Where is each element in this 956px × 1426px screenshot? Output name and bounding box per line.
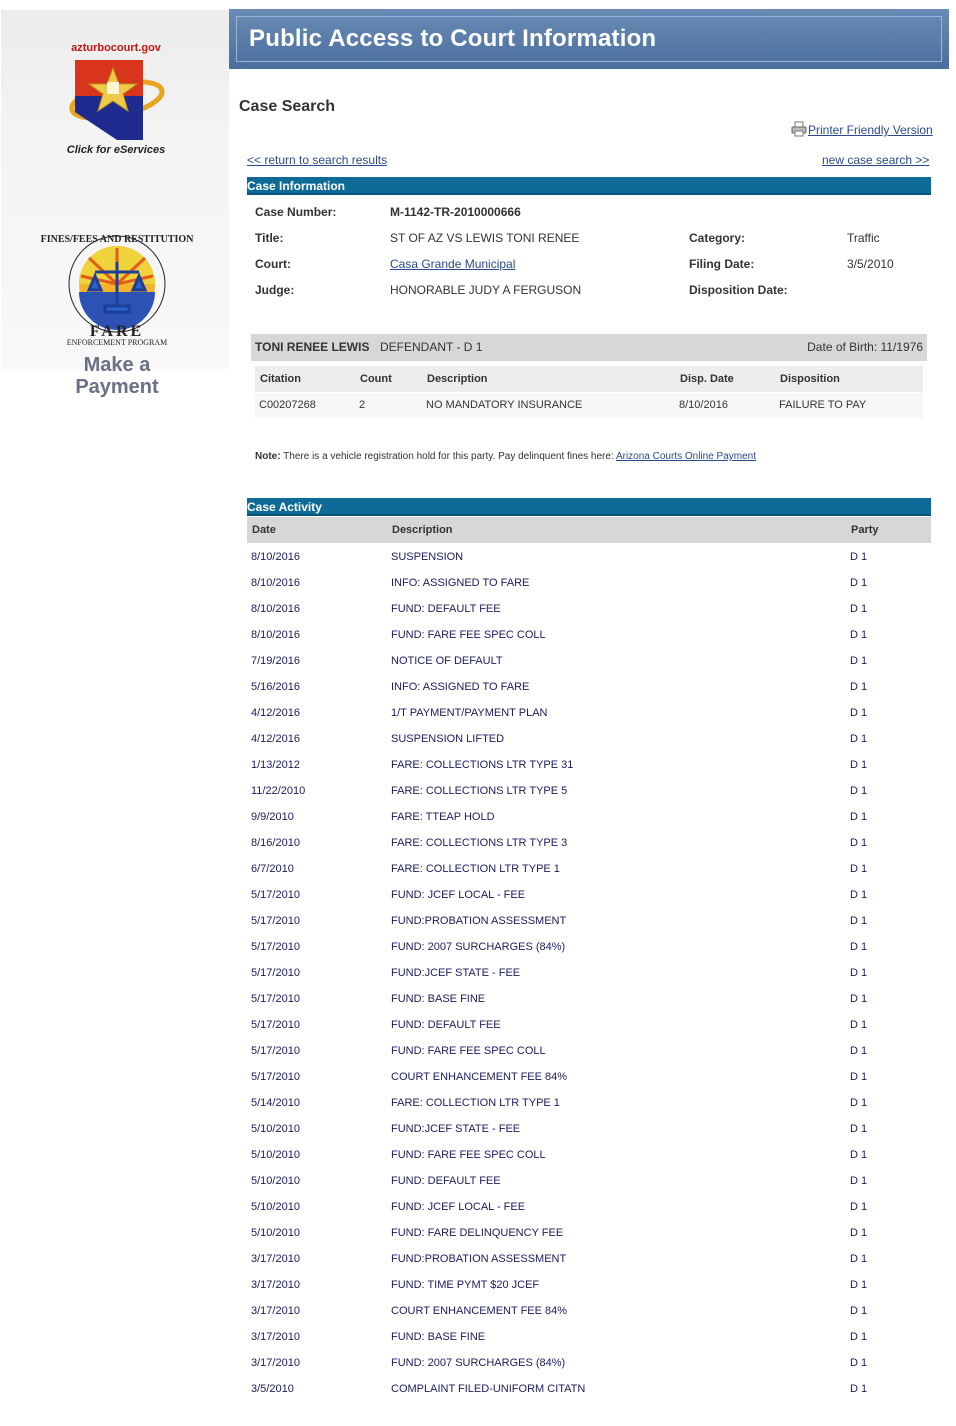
page-title: Case Search (239, 98, 336, 115)
judge-value: HONORABLE JUDY A FERGUSON (390, 283, 582, 297)
case-number-value: M-1142-TR-2010000666 (390, 205, 521, 219)
activity-row (247, 934, 931, 960)
col-count: Count (360, 373, 392, 385)
fare-logo[interactable] (40, 232, 194, 352)
activity-row (247, 856, 931, 882)
activity-date: 5/17/2010 (251, 1071, 300, 1083)
activity-row (247, 778, 931, 804)
activity-date: 5/16/2016 (251, 681, 300, 693)
activity-party: D 1 (850, 681, 868, 693)
activity-party: D 1 (850, 1071, 868, 1083)
category-label: Category: (689, 231, 746, 245)
scales-of-justice-icon (40, 232, 194, 340)
activity-date: 8/16/2010 (251, 837, 300, 849)
col-disposition: Disposition (780, 373, 840, 385)
make-payment-line2: Payment (75, 376, 159, 398)
party-header (251, 334, 927, 361)
activity-date: 5/17/2010 (251, 915, 300, 927)
activity-date: 9/9/2010 (251, 811, 294, 823)
activity-description: FUND:PROBATION ASSESSMENT (391, 915, 567, 927)
activity-description: FUND: FARE FEE SPEC COLL (391, 1149, 546, 1161)
activity-party: D 1 (850, 1123, 868, 1135)
activity-description: SUSPENSION LIFTED (391, 733, 505, 745)
printer-icon[interactable] (791, 121, 807, 137)
activity-row (247, 726, 931, 752)
activity-description: FARE: COLLECTIONS LTR TYPE 3 (391, 837, 568, 849)
filing-date-label: Filing Date: (689, 257, 755, 271)
activity-party: D 1 (850, 707, 868, 719)
site-name: azturbocourt.gov (71, 42, 161, 54)
activity-party: D 1 (850, 967, 868, 979)
make-payment-line1: Make a (83, 354, 151, 376)
activity-description: FUND:JCEF STATE - FEE (391, 967, 521, 979)
activity-party: D 1 (850, 733, 868, 745)
activity-row (247, 544, 931, 570)
activity-party: D 1 (850, 811, 868, 823)
activity-row (247, 1220, 931, 1246)
activity-description: INFO: ASSIGNED TO FARE (391, 681, 530, 693)
activity-date: 5/17/2010 (251, 1045, 300, 1057)
activity-description: FUND: DEFAULT FEE (391, 1019, 501, 1031)
court-link[interactable]: Casa Grande Municipal (390, 257, 516, 271)
case-number-label: Case Number: (255, 205, 337, 219)
activity-date: 6/7/2010 (251, 863, 294, 875)
citation-row (255, 393, 923, 418)
activity-date: 3/17/2010 (251, 1253, 300, 1265)
court-label: Court: (255, 257, 291, 271)
activity-row (247, 1298, 931, 1324)
title-value: ST OF AZ VS LEWIS TONI RENEE (390, 231, 580, 245)
citation-description: NO MANDATORY INSURANCE (426, 399, 583, 411)
activity-party: D 1 (850, 551, 868, 563)
activity-date: 5/14/2010 (251, 1097, 300, 1109)
return-to-results-link[interactable]: << return to search results (247, 153, 388, 167)
activity-row (247, 1272, 931, 1298)
activity-party: D 1 (850, 889, 868, 901)
activity-party: D 1 (850, 1045, 868, 1057)
activity-row (247, 1168, 931, 1194)
printer-friendly-link[interactable]: Printer Friendly Version (808, 123, 933, 137)
activity-party: D 1 (850, 785, 868, 797)
header-title: Public Access to Court Information (249, 25, 657, 52)
activity-party: D 1 (850, 863, 868, 875)
activity-description: COURT ENHANCEMENT FEE 84% (391, 1071, 568, 1083)
activity-row (247, 882, 931, 908)
activity-row (247, 622, 931, 648)
activity-row (247, 830, 931, 856)
activity-row (247, 1194, 931, 1220)
activity-description: FUND: FARE FEE SPEC COLL (391, 629, 546, 641)
title-label: Title: (255, 231, 284, 245)
activity-description: FUND: JCEF LOCAL - FEE (391, 889, 526, 901)
activity-description: FUND: JCEF LOCAL - FEE (391, 1201, 526, 1213)
activity-party: D 1 (850, 1227, 868, 1239)
activity-date: 7/19/2016 (251, 655, 300, 667)
activity-date: 1/13/2012 (251, 759, 300, 771)
activity-party: D 1 (850, 1357, 868, 1369)
sidebar (1, 10, 229, 398)
activity-row (247, 804, 931, 830)
col-citation: Citation (260, 373, 301, 385)
activity-party: D 1 (850, 1305, 868, 1317)
activity-date: 5/17/2010 (251, 941, 300, 953)
note-text: There is a vehicle registration hold for this party. Pay delinquent fines here: (283, 451, 614, 462)
activity-date: 5/17/2010 (251, 967, 300, 979)
activity-party: D 1 (850, 1253, 868, 1265)
activity-row (247, 1350, 931, 1376)
fare-program-label: ENFORCEMENT PROGRAM (66, 338, 168, 347)
activity-description: FARE: COLLECTION LTR TYPE 1 (391, 863, 560, 875)
activity-description: FUND:PROBATION ASSESSMENT (391, 1253, 567, 1265)
activity-description: FUND: DEFAULT FEE (391, 603, 501, 615)
activity-party: D 1 (850, 1331, 868, 1343)
activity-date: 8/10/2016 (251, 551, 300, 563)
activity-party: D 1 (850, 655, 868, 667)
judge-label: Judge: (255, 283, 295, 297)
category-value: Traffic (847, 231, 880, 245)
activity-party: D 1 (850, 837, 868, 849)
activity-row (247, 648, 931, 674)
disposition-date-label: Disposition Date: (689, 283, 788, 297)
activity-date: 4/12/2016 (251, 733, 300, 745)
arizona-star-icon (67, 56, 165, 142)
citation-count: 2 (359, 399, 366, 411)
activity-date: 3/17/2010 (251, 1331, 300, 1343)
activity-date: 3/17/2010 (251, 1305, 300, 1317)
page-header (229, 9, 949, 69)
activity-description: FUND: TIME PYMT $20 JCEF (391, 1279, 540, 1291)
activity-description: COMPLAINT FILED-UNIFORM CITATN (391, 1383, 586, 1395)
activity-description: 1/T PAYMENT/PAYMENT PLAN (391, 707, 548, 719)
azturbocourt-logo[interactable] (61, 42, 171, 160)
party-role: DEFENDANT - D 1 (380, 340, 483, 354)
activity-row (247, 908, 931, 934)
activity-row (247, 1038, 931, 1064)
activity-date: 8/10/2016 (251, 603, 300, 615)
citation-disposition: FAILURE TO PAY (779, 399, 867, 411)
activity-date: 5/10/2010 (251, 1175, 300, 1187)
activity-party: D 1 (850, 1383, 868, 1395)
case-activity-bar (247, 498, 931, 516)
activity-date: 8/10/2016 (251, 629, 300, 641)
activity-date: 3/17/2010 (251, 1357, 300, 1369)
activity-description: SUSPENSION (391, 551, 464, 563)
activity-date: 5/17/2010 (251, 993, 300, 1005)
activity-description: FUND: 2007 SURCHARGES (84%) (391, 1357, 566, 1369)
activity-description: FUND:JCEF STATE - FEE (391, 1123, 521, 1135)
case-information-title: Case Information (247, 179, 346, 193)
activity-party: D 1 (850, 1019, 868, 1031)
activity-description: FUND: FARE FEE SPEC COLL (391, 1045, 546, 1057)
activity-row (247, 1116, 931, 1142)
activity-table-header (247, 517, 931, 543)
activity-row (247, 960, 931, 986)
activity-row (247, 1324, 931, 1350)
activity-description: NOTICE OF DEFAULT (391, 655, 503, 667)
citation-table-header (255, 366, 923, 392)
activity-party: D 1 (850, 1201, 868, 1213)
citation-disp-date: 8/10/2016 (679, 399, 728, 411)
col-disp-date: Disp. Date (680, 373, 734, 385)
filing-date-value: 3/5/2010 (847, 257, 894, 271)
activity-party: D 1 (850, 629, 868, 641)
activity-date: 5/17/2010 (251, 1019, 300, 1031)
activity-row (247, 986, 931, 1012)
activity-description: FUND: BASE FINE (391, 993, 486, 1005)
activity-party: D 1 (850, 915, 868, 927)
activity-description: FUND: DEFAULT FEE (391, 1175, 501, 1187)
activity-description: FUND: FARE DELINQUENCY FEE (391, 1227, 564, 1239)
activity-row (247, 1064, 931, 1090)
activity-row (247, 596, 931, 622)
eservices-label: Click for eServices (66, 144, 166, 156)
activity-party: D 1 (850, 1149, 868, 1161)
registration-hold-note (255, 451, 756, 462)
note-label: Note: (255, 451, 281, 462)
activity-party: D 1 (850, 759, 868, 771)
make-payment-link[interactable] (31, 354, 203, 398)
online-payment-link[interactable]: Arizona Courts Online Payment (615, 451, 757, 462)
activity-description: FARE: COLLECTIONS LTR TYPE 31 (391, 759, 574, 771)
activity-date: 5/10/2010 (251, 1201, 300, 1213)
activity-date: 3/5/2010 (251, 1383, 294, 1395)
activity-description: INFO: ASSIGNED TO FARE (391, 577, 530, 589)
activity-party: D 1 (850, 1279, 868, 1291)
party-name: TONI RENEE LEWIS (255, 340, 370, 354)
citation-number: C00207268 (259, 399, 316, 411)
activity-date: 4/12/2016 (251, 707, 300, 719)
activity-row (247, 1142, 931, 1168)
activity-description: COURT ENHANCEMENT FEE 84% (391, 1305, 568, 1317)
activity-party: D 1 (850, 603, 868, 615)
activity-party: D 1 (850, 1097, 868, 1109)
activity-date: 5/10/2010 (251, 1123, 300, 1135)
case-information-bar (247, 177, 931, 195)
svg-text:FARE: FARE (89, 323, 145, 340)
activity-date: 3/17/2010 (251, 1279, 300, 1291)
col-description: Description (427, 373, 488, 385)
activity-row (247, 570, 931, 596)
activity-row (247, 1012, 931, 1038)
activity-row (247, 1246, 931, 1272)
activity-description: FARE: COLLECTIONS LTR TYPE 5 (391, 785, 568, 797)
activity-row (247, 1090, 931, 1116)
case-activity-title: Case Activity (247, 500, 322, 514)
activity-date: 5/10/2010 (251, 1149, 300, 1161)
activity-party: D 1 (850, 577, 868, 589)
new-case-search-link[interactable]: new case search >> (822, 153, 930, 167)
activity-party: D 1 (850, 993, 868, 1005)
activity-date: 5/10/2010 (251, 1227, 300, 1239)
activity-date: 5/17/2010 (251, 889, 300, 901)
activity-row (247, 752, 931, 778)
party-dob: Date of Birth: 11/1976 (807, 340, 923, 354)
svg-text:FINES/FEES AND RESTITUTION: FINES/FEES AND RESTITUTION (40, 234, 194, 245)
col-activity-description: Description (392, 524, 453, 536)
activity-party: D 1 (850, 1175, 868, 1187)
activity-date: 11/22/2010 (251, 785, 306, 797)
activity-party: D 1 (850, 941, 868, 953)
activity-date: 8/10/2016 (251, 577, 300, 589)
activity-row (247, 700, 931, 726)
col-party: Party (851, 524, 879, 536)
activity-row (247, 674, 931, 700)
activity-description: FUND: 2007 SURCHARGES (84%) (391, 941, 566, 953)
activity-description: FARE: COLLECTION LTR TYPE 1 (391, 1097, 560, 1109)
activity-row (247, 1376, 931, 1402)
col-date: Date (252, 524, 276, 536)
activity-description: FUND: BASE FINE (391, 1331, 486, 1343)
activity-description: FARE: TTEAP HOLD (391, 811, 495, 823)
